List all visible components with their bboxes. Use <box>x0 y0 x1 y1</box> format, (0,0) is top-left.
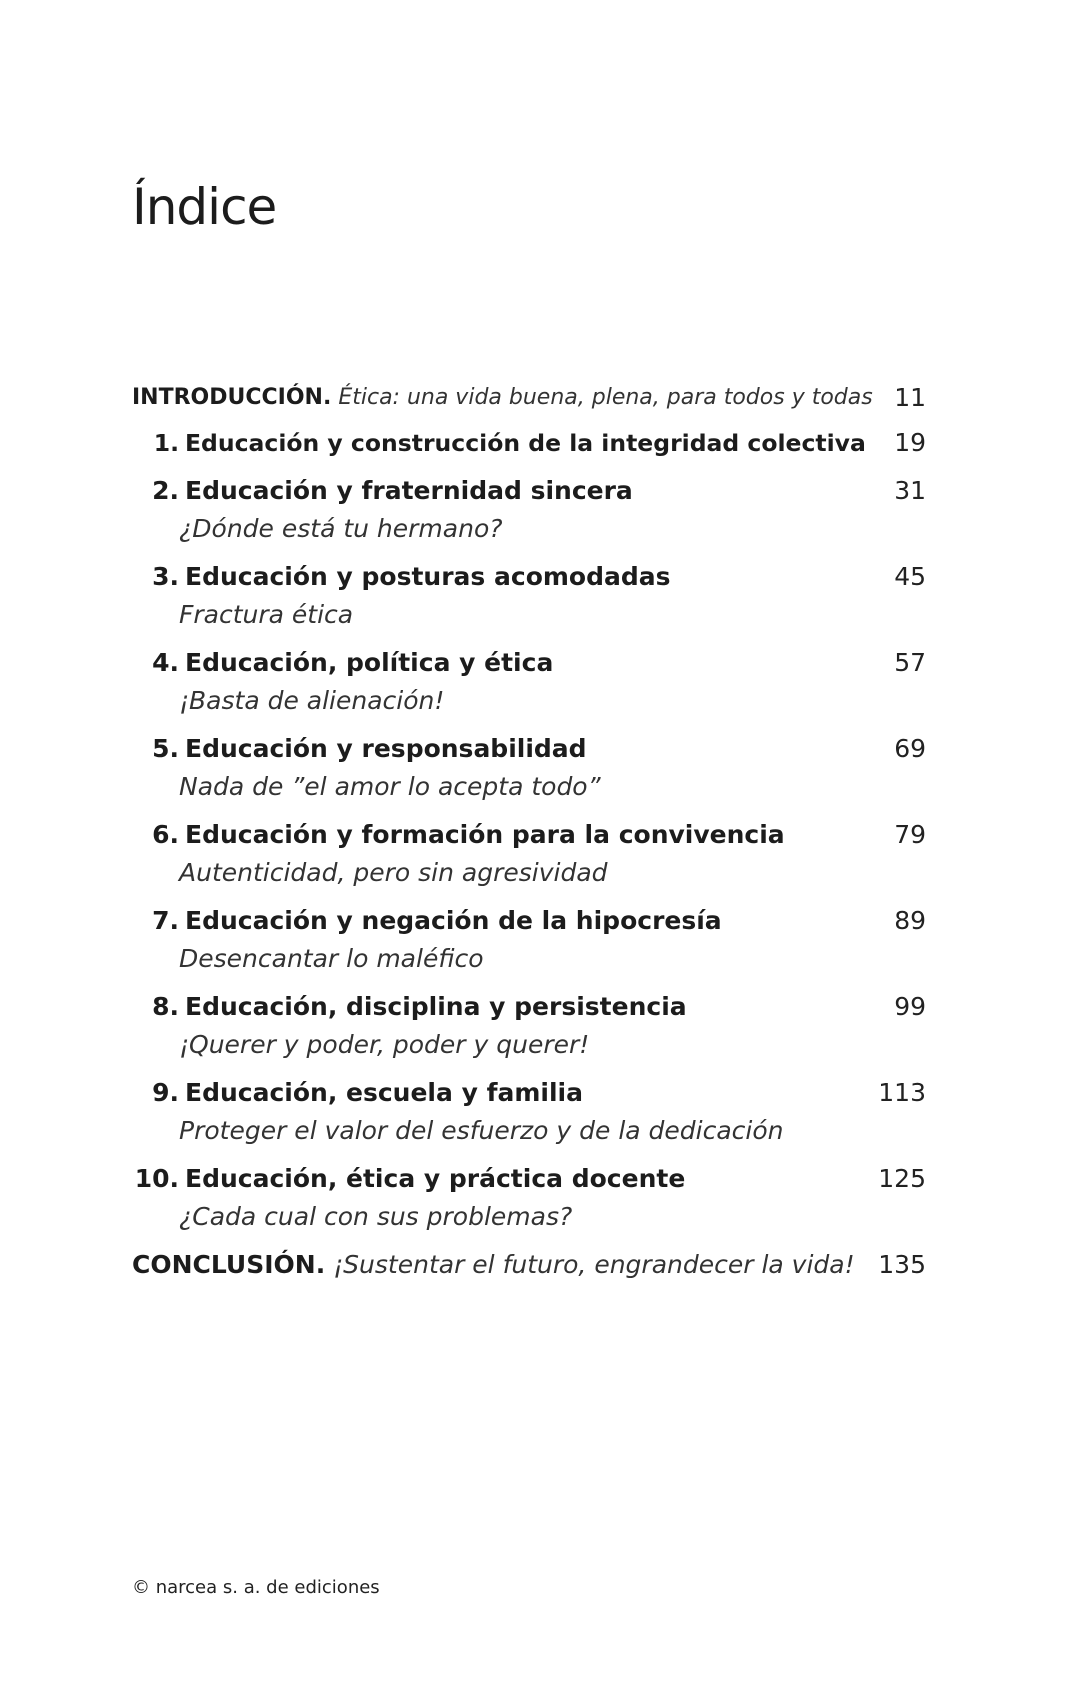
toc-entry-chapter-1 <box>132 425 926 461</box>
toc-entry-introduction <box>132 380 926 416</box>
chapter-title: Educación y negación de la hipocresía <box>185 906 722 935</box>
chapter-subtitle: Nada de ”el amor lo acepta todo” <box>179 772 601 801</box>
toc-entry-chapter-3 <box>132 559 926 629</box>
chapter-number: 9. <box>152 1078 179 1107</box>
chapter-subtitle: ¿Dónde está tu hermano? <box>179 514 503 543</box>
chapter-subtitle: Proteger el valor del esfuerzo y de la dedicación <box>179 1116 784 1145</box>
chapter-page-number: 99 <box>894 992 926 1021</box>
chapter-subtitle: Autenticidad, pero sin agresividad <box>179 858 608 887</box>
toc-entry-chapter-8 <box>132 989 926 1059</box>
chapter-subtitle: ¡Querer y poder, poder y querer! <box>179 1030 590 1059</box>
chapter-number: 6. <box>152 820 179 849</box>
chapter-page-number: 79 <box>894 820 926 849</box>
chapter-number: 10. <box>134 1164 179 1193</box>
conclusion-subtitle: ¡Sustentar el futuro, engrandecer la vida! <box>333 1250 855 1279</box>
toc-entry-chapter-9 <box>132 1075 926 1145</box>
chapter-title: Educación, ética y práctica docente <box>185 1164 686 1193</box>
chapter-title: Educación y posturas acomodadas <box>185 562 671 591</box>
chapter-title: Educación y construcción de la integridad colectiva <box>185 429 866 457</box>
chapter-subtitle: ¿Cada cual con sus problemas? <box>179 1202 573 1231</box>
chapter-page-number: 113 <box>878 1078 926 1107</box>
toc-entry-chapter-7 <box>132 903 926 973</box>
introduction-page-number: 11 <box>894 383 926 412</box>
chapter-page-number: 31 <box>894 476 926 505</box>
toc-entry-chapter-6 <box>132 817 926 887</box>
introduction-label: INTRODUCCIÓN. <box>132 385 332 410</box>
conclusion-label: CONCLUSIÓN. <box>132 1250 326 1279</box>
toc-entry-chapter-4 <box>132 645 926 715</box>
chapter-subtitle: Fractura ética <box>179 600 354 629</box>
introduction-subtitle: Ética: una vida buena, plena, para todos y todas <box>338 385 873 410</box>
chapter-page-number: 19 <box>894 428 926 457</box>
chapter-number: 3. <box>152 562 179 591</box>
toc-entry-conclusion <box>132 1247 926 1283</box>
toc-entry-chapter-2 <box>132 473 926 543</box>
chapter-page-number: 89 <box>894 906 926 935</box>
toc-entry-chapter-10 <box>132 1161 926 1231</box>
chapter-title: Educación, política y ética <box>185 648 554 677</box>
conclusion-page-number: 135 <box>878 1250 926 1279</box>
chapter-number: 8. <box>152 992 179 1021</box>
chapter-title: Educación y responsabilidad <box>185 734 587 763</box>
page-title: Índice <box>132 178 277 236</box>
chapter-page-number: 69 <box>894 734 926 763</box>
chapter-title: Educación y formación para la convivencia <box>185 820 785 849</box>
chapter-number: 2. <box>152 476 179 505</box>
chapter-page-number: 45 <box>894 562 926 591</box>
toc-entry-chapter-5 <box>132 731 926 801</box>
chapter-page-number: 57 <box>894 648 926 677</box>
chapter-subtitle: Desencantar lo maléfico <box>179 944 484 973</box>
chapter-subtitle: ¡Basta de alienación! <box>179 686 445 715</box>
chapter-page-number: 125 <box>878 1164 926 1193</box>
chapter-number: 4. <box>152 648 179 677</box>
copyright-footer: © narcea s. a. de ediciones <box>132 1577 380 1598</box>
chapter-title: Educación, disciplina y persistencia <box>185 992 687 1021</box>
chapter-number: 5. <box>152 734 179 763</box>
chapter-number: 1. <box>153 429 179 457</box>
chapter-number: 7. <box>152 906 179 935</box>
chapter-title: Educación y fraternidad sincera <box>185 476 633 505</box>
chapter-title: Educación, escuela y familia <box>185 1078 583 1107</box>
